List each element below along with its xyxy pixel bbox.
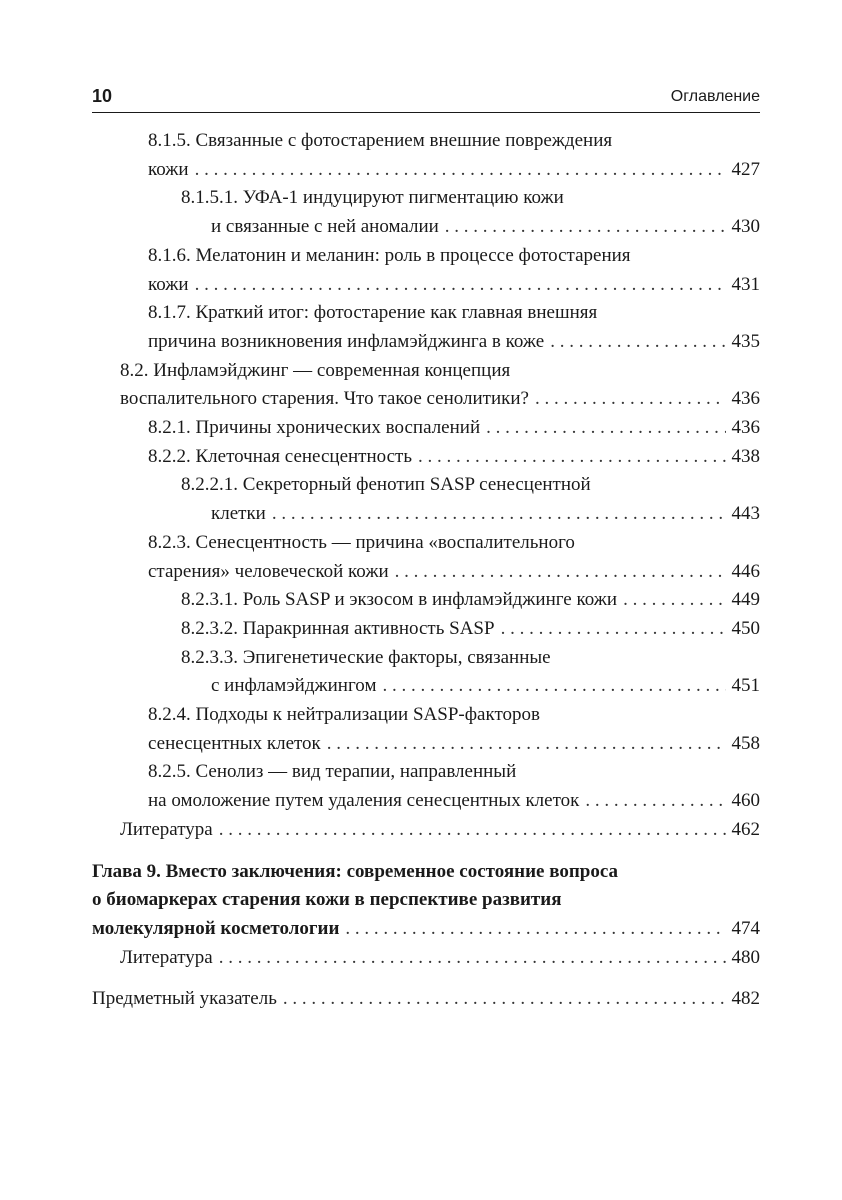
toc-entry[interactable] [92, 414, 760, 443]
table-of-contents [92, 127, 760, 1014]
toc-chapter-entry[interactable] [92, 858, 760, 944]
toc-entry-last-line [92, 915, 760, 944]
toc-entry-last-line [181, 672, 760, 701]
dot-leader [219, 944, 726, 973]
toc-entry-last-line [148, 443, 760, 472]
toc-entry-title-end: сенесцентных клеток [148, 732, 321, 754]
toc-entry-title-end: Литература [120, 946, 213, 968]
toc-entry-title-end: 8.2.1. Причины хронических воспалений [148, 417, 481, 439]
toc-entry-title-end: кожи [148, 158, 189, 180]
toc-page-number: 430 [731, 216, 760, 238]
toc-entry[interactable] [92, 644, 760, 701]
dot-leader [418, 443, 725, 472]
toc-entry-title: 8.2.3.3. Эпигенетические факторы, связанные [181, 646, 551, 668]
toc-entry[interactable] [92, 184, 760, 241]
toc-page-number: 446 [731, 560, 760, 582]
dot-leader [283, 985, 726, 1014]
toc-entry-last-line [92, 985, 760, 1014]
toc-entry-last-line [181, 615, 760, 644]
dot-leader [327, 730, 726, 759]
toc-entry[interactable] [92, 758, 760, 815]
toc-entry-title-end: старения» человеческой кожи [148, 560, 389, 582]
toc-entry-title-end: клетки [211, 503, 266, 525]
toc-entry-last-line [148, 787, 760, 816]
toc-entry[interactable] [92, 299, 760, 356]
dot-leader [395, 558, 726, 587]
toc-page-number: 474 [731, 917, 760, 939]
toc-entry-title: 8.1.6. Мелатонин и меланин: роль в процессе фотостарения [148, 244, 631, 266]
toc-page-number: 435 [731, 330, 760, 352]
toc-entry[interactable] [92, 127, 760, 184]
toc-entry-title: 8.1.5. Связанные с фотостарением внешние повреждения [148, 130, 613, 151]
toc-entry-title-end: с инфламэйджингом [211, 675, 377, 697]
running-header [92, 86, 760, 113]
toc-entry-title: 8.2.3. Сенесцентность — причина «воспалительного [148, 531, 575, 553]
toc-page-number: 449 [731, 589, 760, 611]
dot-leader [382, 672, 725, 701]
running-title: Оглавление [670, 88, 760, 105]
toc-entry-last-line [120, 385, 760, 414]
toc-page-number: 436 [731, 417, 760, 439]
toc-entry[interactable] [92, 471, 760, 528]
dot-leader [486, 414, 725, 443]
toc-entry[interactable] [92, 443, 760, 472]
toc-page-number: 450 [731, 617, 760, 639]
toc-entry[interactable] [92, 242, 760, 299]
toc-entry-last-line [148, 558, 760, 587]
toc-page-number: 460 [731, 790, 760, 812]
toc-entry-last-line [148, 730, 760, 759]
toc-entry-last-line [148, 328, 760, 357]
dot-leader [345, 915, 725, 944]
toc-entry-title: о биомаркерах старения кожи в перспективе развития [92, 889, 562, 911]
dot-leader [535, 385, 726, 414]
dot-leader [550, 328, 725, 357]
toc-page-number: 438 [731, 445, 760, 467]
toc-entry-title-end: Литература [120, 818, 213, 840]
toc-entry-title-end: 8.2.3.2. Паракринная активность SASP [181, 617, 495, 639]
toc-entry[interactable] [92, 586, 760, 615]
dot-leader [585, 787, 725, 816]
dot-leader [445, 213, 726, 242]
toc-entry-title-end: молекулярной косметологии [92, 917, 340, 939]
dot-leader [195, 271, 726, 300]
toc-entry-last-line [148, 414, 760, 443]
toc-page-number: 462 [731, 818, 760, 840]
toc-entry-title-end: воспалительного старения. Что такое сенолитики? [120, 388, 529, 410]
toc-entry-last-line [120, 944, 760, 973]
toc-entry-title-end: на омоложение путем удаления сенесцентных клеток [148, 790, 580, 812]
toc-page-number: 451 [731, 675, 760, 697]
dot-leader [272, 500, 726, 529]
toc-entry-last-line [181, 586, 760, 615]
dot-leader [623, 586, 725, 615]
toc-entry-literature[interactable] [92, 944, 760, 973]
toc-entry[interactable] [92, 357, 760, 414]
dot-leader [195, 156, 726, 185]
toc-entry-title: 8.1.7. Краткий итог: фотостарение как главная внешняя [148, 302, 598, 324]
toc-entry-title: 8.2. Инфламэйджинг — современная концепция [120, 359, 511, 381]
toc-entry-title-end: 8.2.3.1. Роль SASP и экзосом в инфламэйджинге кожи [181, 589, 618, 611]
toc-entry-title: 8.2.5. Сенолиз — вид терапии, направленный [148, 761, 517, 783]
toc-entry-last-line [148, 271, 760, 300]
toc-page-number: 443 [731, 503, 760, 525]
toc-entry[interactable] [92, 615, 760, 644]
toc-entry-title-end: кожи [148, 273, 189, 295]
toc-entry-title: 8.2.2.1. Секреторный фенотип SASP сенесцентной [181, 474, 591, 496]
toc-entry-title: Глава 9. Вместо заключения: современное состояние вопроса [92, 860, 619, 882]
dot-leader [219, 816, 726, 845]
toc-page-number: 458 [731, 732, 760, 754]
toc-page-number: 427 [731, 158, 760, 180]
toc-page-number: 431 [731, 273, 760, 295]
toc-entry-title-end: Предметный указатель [92, 988, 277, 1010]
toc-entry[interactable] [92, 529, 760, 586]
toc-entry-last-line [148, 156, 760, 185]
page-number: 10 [92, 86, 113, 106]
dot-leader [501, 615, 726, 644]
toc-page-number: 480 [731, 946, 760, 968]
toc-entry-title: 8.1.5.1. УФА-1 индуцируют пигментацию кожи [181, 187, 564, 209]
toc-entry-title: 8.2.4. Подходы к нейтрализации SASP-факторов [148, 704, 540, 726]
toc-entry-literature[interactable] [92, 816, 760, 845]
toc-entry-index[interactable] [92, 985, 760, 1014]
toc-page-number: 436 [731, 388, 760, 410]
toc-entry-last-line [181, 213, 760, 242]
toc-entry-title-end: причина возникновения инфламэйджинга в коже [148, 330, 545, 352]
toc-entry-last-line [181, 500, 760, 529]
toc-entry[interactable] [92, 701, 760, 758]
toc-entry-last-line [120, 816, 760, 845]
toc-entry-title-end: и связанные с ней аномалии [211, 216, 439, 238]
toc-entry-title-end: 8.2.2. Клеточная сенесцентность [148, 445, 413, 467]
toc-page-number: 482 [731, 988, 760, 1010]
